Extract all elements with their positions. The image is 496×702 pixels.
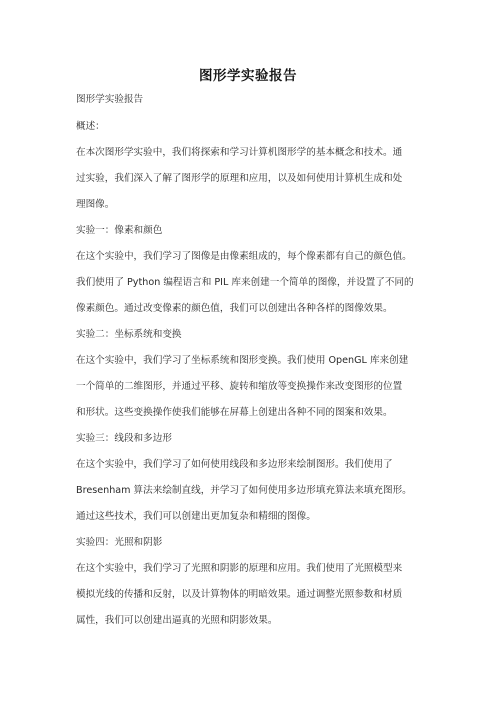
document-title: 图形学实验报告 [199, 68, 297, 84]
paragraph-line: 在这个实验中，我们学习了图像是由像素组成的，每个像素都有自己的颜色值。 [76, 251, 412, 262]
paragraph-line: 通过这些技术，我们可以创建出更加复杂和精细的图像。 [76, 511, 316, 522]
paragraph-line: 在这个实验中，我们学习了坐标系统和图形变换。我们使用 OpenGL 库来创建 [76, 355, 409, 366]
paragraph-line: 在这个实验中，我们学习了光照和阴影的原理和应用。我们使用了光照模型来 [76, 563, 403, 574]
subtitle-line: 图形学实验报告 [76, 94, 144, 105]
paragraph-line: 和形状。这些变换操作使我们能够在屏幕上创建出各种不同的图案和效果。 [76, 407, 393, 418]
paragraph-line: Bresenham 算法来绘制直线，并学习了如何使用多边形填充算法来填充图形。 [76, 485, 412, 496]
paragraph-line: 一个简单的二维图形，并通过平移、旋转和缩放等变换操作来改变图形的位置 [76, 381, 403, 392]
paragraph-line: 属性，我们可以创建出逼真的光照和阴影效果。 [76, 615, 278, 626]
section-heading-exp3: 实验三：线段和多边形 [76, 433, 172, 444]
section-heading-exp1: 实验一：像素和颜色 [76, 225, 163, 236]
section-heading-exp4: 实验四：光照和阴影 [76, 537, 163, 548]
section-heading-overview: 概述： [76, 121, 105, 132]
section-heading-exp2: 实验二：坐标系统和变换 [76, 329, 182, 340]
paragraph-line: 在这个实验中，我们学习了如何使用线段和多边形来绘制图形。我们使用了 [76, 459, 393, 470]
paragraph-line: 过实验，我们深入了解了图形学的原理和应用，以及如何使用计算机生成和处 [76, 173, 403, 184]
paragraph-line: 像素颜色。通过改变像素的颜色值，我们可以创建出各种各样的图像效果。 [76, 303, 393, 314]
paragraph-line: 模拟光线的传播和反射，以及计算物体的明暗效果。通过调整光照参数和材质 [76, 589, 403, 600]
paragraph-line: 在本次图形学实验中，我们将探索和学习计算机图形学的基本概念和技术。通 [76, 147, 403, 158]
paragraph-line: 理图像。 [76, 199, 115, 210]
paragraph-line: 我们使用了 Python 编程语言和 PIL 库来创建一个简单的图像，并设置了不同的 [76, 277, 414, 288]
